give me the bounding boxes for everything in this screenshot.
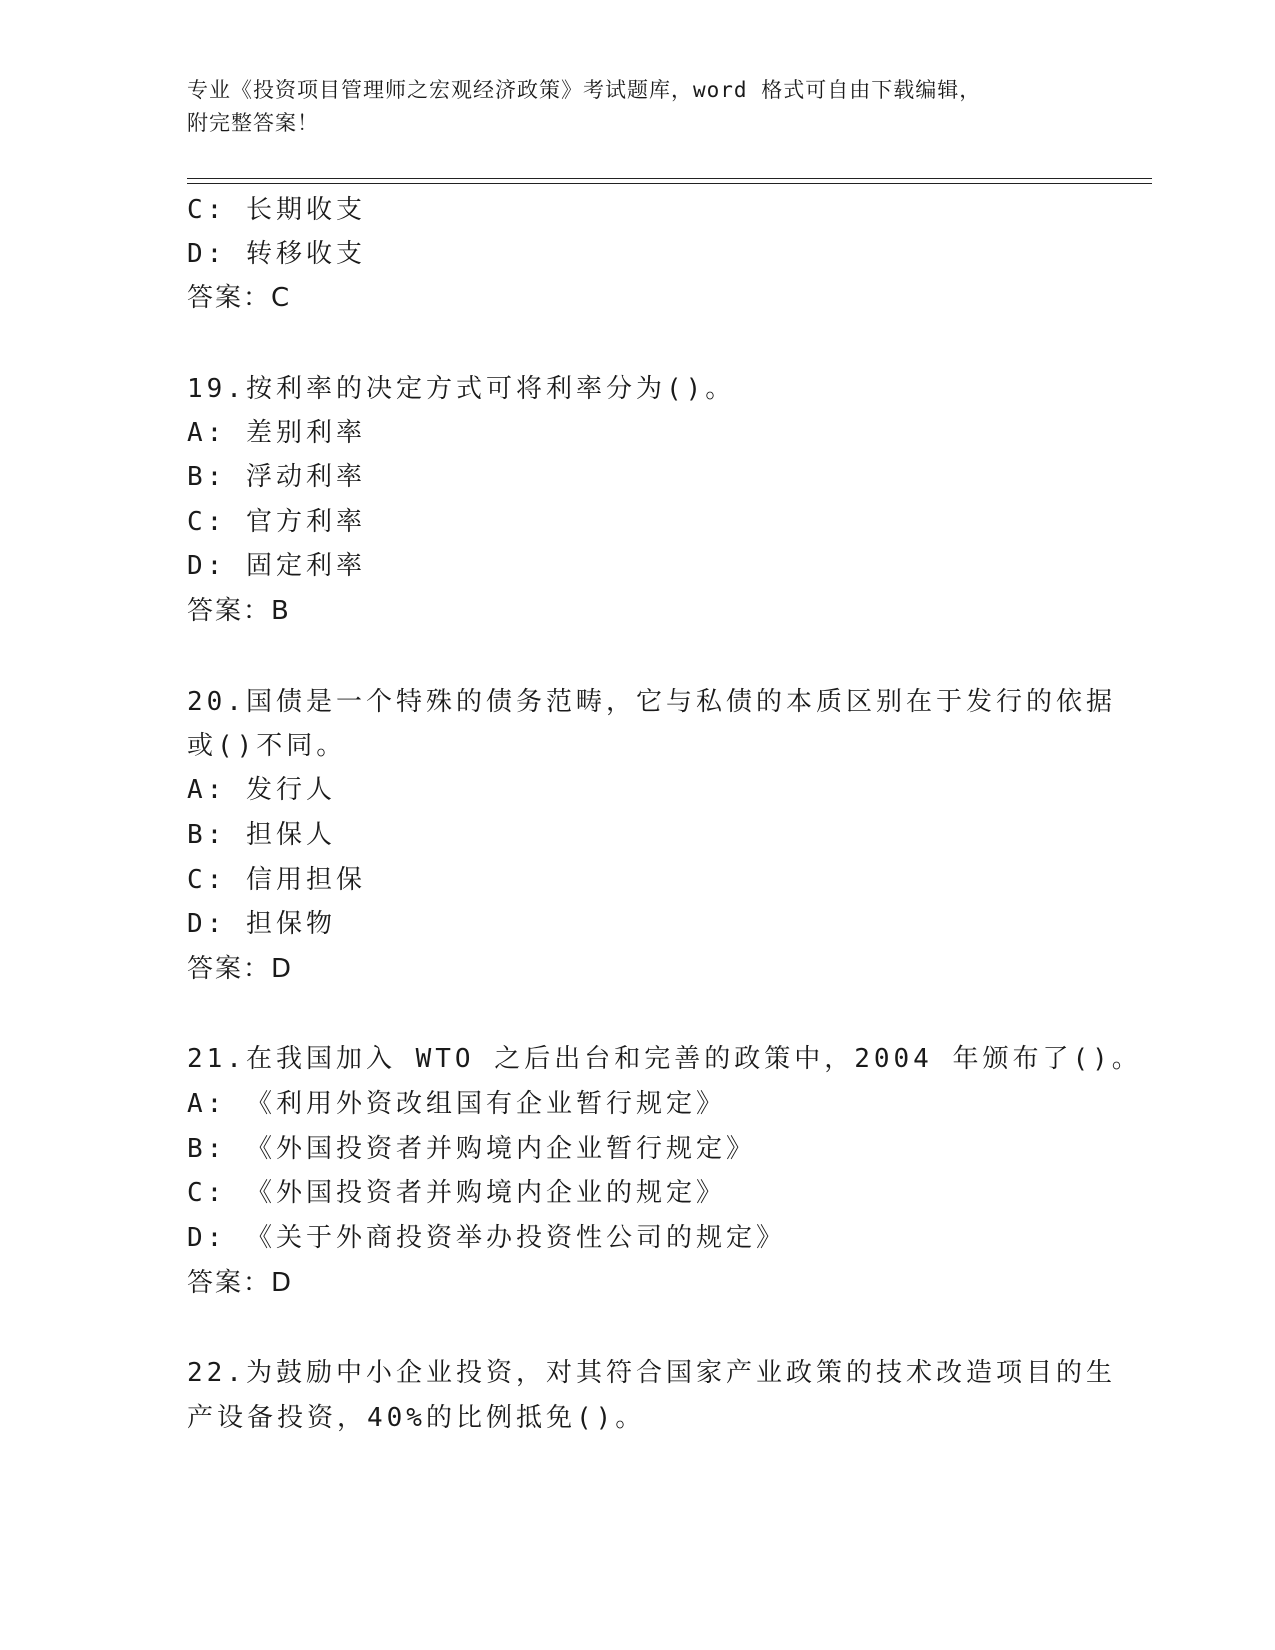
- q21-answer: 答案：D: [187, 1268, 294, 1298]
- header-divider-top: [187, 178, 1152, 179]
- q20-question-line-2: 或()不同。: [187, 731, 347, 761]
- q21-option-d: D: 《关于外商投资举办投资性公司的规定》: [187, 1223, 786, 1253]
- q19-option-d: D: 固定利率: [187, 551, 366, 581]
- q22-question-line-1: 22.为鼓励中小企业投资，对其符合国家产业政策的技术改造项目的生: [187, 1358, 1116, 1388]
- q20-option-b: B: 担保人: [187, 820, 336, 850]
- q19-question: 19.按利率的决定方式可将利率分为()。: [187, 374, 736, 404]
- q18-option-c: C: 长期收支: [187, 195, 366, 225]
- q18-option-d: D: 转移收支: [187, 239, 366, 269]
- q21-option-a: A: 《利用外资改组国有企业暂行规定》: [187, 1089, 726, 1119]
- document-header: [187, 74, 1087, 140]
- q22-question-line-2: 产设备投资，40%的比例抵免()。: [187, 1403, 646, 1433]
- q21-question: 21.在我国加入 WTO 之后出台和完善的政策中，2004 年颁布了()。: [187, 1044, 1142, 1074]
- q20-option-a: A: 发行人: [187, 775, 336, 805]
- header-line-1: 专业《投资项目管理师之宏观经济政策》考试题库，word 格式可自由下载编辑，: [187, 78, 982, 102]
- q20-option-d: D: 担保物: [187, 909, 336, 939]
- q19-answer: 答案：B: [187, 596, 291, 626]
- q20-option-c: C: 信用担保: [187, 865, 366, 895]
- q19-option-a: A: 差别利率: [187, 418, 366, 448]
- q21-option-c: C: 《外国投资者并购境内企业的规定》: [187, 1178, 726, 1208]
- q19-option-c: C: 官方利率: [187, 507, 366, 537]
- q20-answer: 答案：D: [187, 954, 294, 984]
- q19-option-b: B: 浮动利率: [187, 462, 366, 492]
- q20-question-line-1: 20.国债是一个特殊的债务范畴，它与私债的本质区别在于发行的依据: [187, 687, 1116, 717]
- q18-answer: 答案：C: [187, 283, 292, 313]
- header-line-2: 附完整答案！: [187, 111, 319, 135]
- header-divider-bottom: [187, 183, 1152, 184]
- q21-option-b: B: 《外国投资者并购境内企业暂行规定》: [187, 1134, 756, 1164]
